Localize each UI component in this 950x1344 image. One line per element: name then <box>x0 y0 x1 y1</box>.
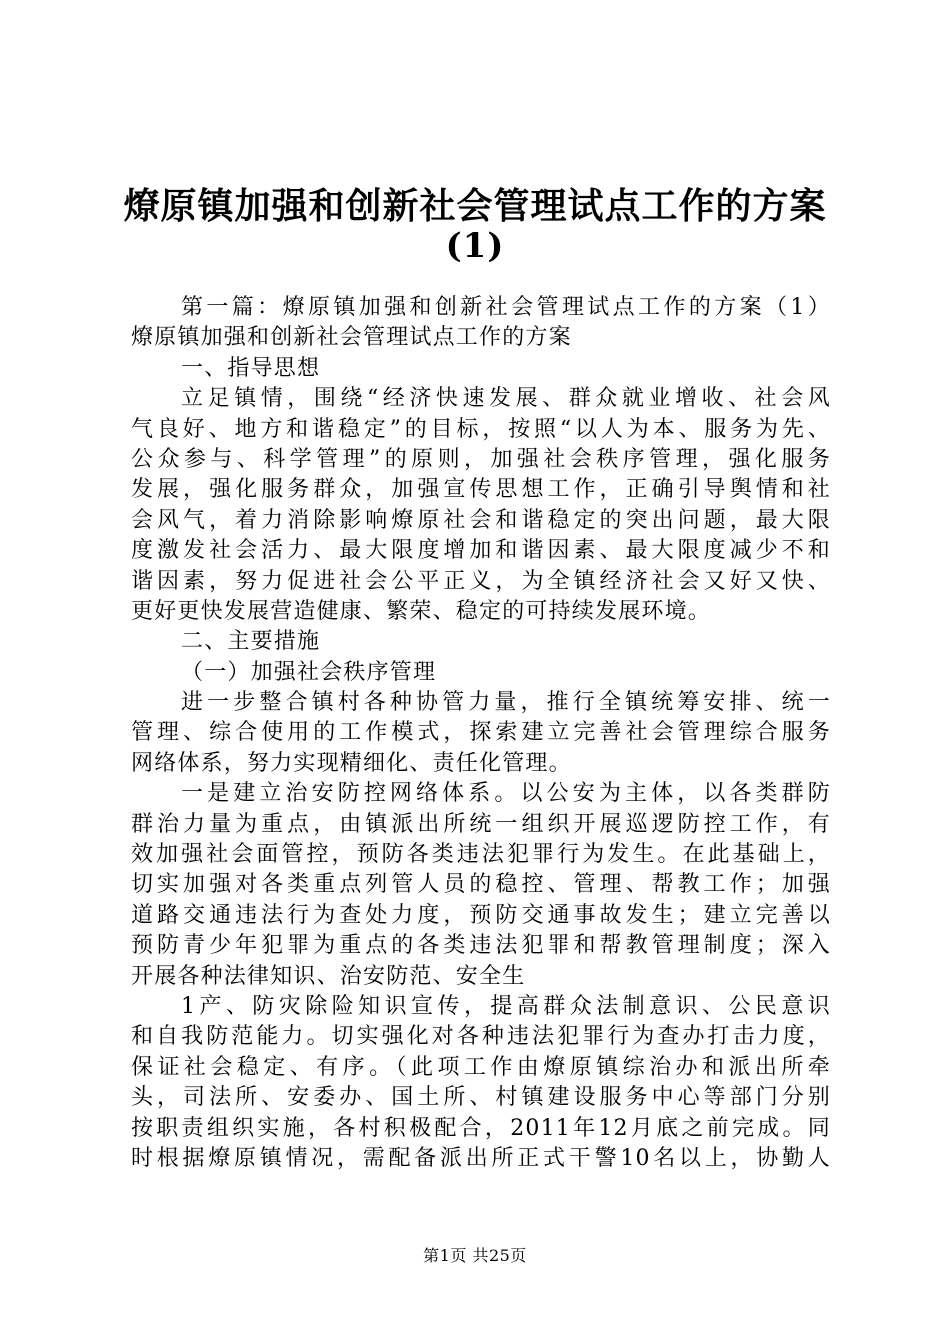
body-line: 会风气，着力消除影响燎原社会和谐稳定的突出问题，最大限 <box>131 507 831 533</box>
body-line: 开展各种法律知识、治安防范、安全生 <box>131 963 526 989</box>
body-line: 和自我防范能力。切实强化对各种违法犯罪行为查办打击力度， <box>131 1024 831 1050</box>
document-title: 燎原镇加强和创新社会管理试点工作的方案 <box>123 185 827 227</box>
body-line: 时根据燎原镇情况，需配备派出所正式干警10名以上，协勤人 <box>131 1145 831 1171</box>
body-line: 一是建立治安防控网络体系。以公安为主体，以各类群防 <box>181 781 831 807</box>
body-line: 预防青少年犯罪为重点的各类违法犯罪和帮教管理制度；深入 <box>131 933 831 959</box>
subsection-heading: （一）加强社会秩序管理 <box>181 659 437 685</box>
body-line: 立足镇情，围绕“经济快速发展、群众就业增收、社会风 <box>181 386 831 412</box>
body-line: 发展，强化服务群众，加强宣传思想工作，正确引导舆情和社 <box>131 477 831 503</box>
body-line: 按职责组织实施，各村积极配合，2011年12月底之前完成。同 <box>131 1115 831 1141</box>
body-line: 度激发社会活力、最大限度增加和谐因素、最大限度减少不和 <box>131 538 831 564</box>
body-line: 切实加强对各类重点列管人员的稳控、管理、帮教工作；加强 <box>131 872 831 898</box>
body-line: 第一篇：燎原镇加强和创新社会管理试点工作的方案（1） <box>181 295 831 320</box>
section-heading: 一、指导思想 <box>181 355 321 381</box>
body-line: 更好更快发展营造健康、繁荣、稳定的可持续发展环境。 <box>131 598 712 624</box>
body-line: 群治力量为重点，由镇派出所统一组织开展巡逻防控工作，有 <box>131 811 831 837</box>
body-line: 燎原镇加强和创新社会管理试点工作的方案 <box>131 325 572 351</box>
body-line: 保证社会稳定、有序。（此项工作由燎原镇综治办和派出所牵 <box>131 1054 831 1080</box>
body-line: 公众参与、科学管理”的原则，加强社会秩序管理，强化服务 <box>131 446 831 472</box>
body-line: 效加强社会面管控，预防各类违法犯罪行为发生。在此基础上， <box>131 842 831 868</box>
body-line: 网络体系，努力实现精细化、责任化管理。 <box>131 750 572 776</box>
body-line: 气良好、地方和谐稳定”的目标，按照“以人为本、服务为先、 <box>131 416 831 442</box>
page-footer: 第1页 共25页 <box>423 1246 527 1265</box>
body-line: 进一步整合镇村各种协管力量，推行全镇统筹安排、统一 <box>181 690 831 716</box>
document-title-suffix: (1) <box>445 226 505 266</box>
body-line: 道路交通违法行为查处力度，预防交通事故发生；建立完善以 <box>131 902 831 928</box>
section-heading: 二、主要措施 <box>181 629 321 655</box>
body-line: 头，司法所、安委办、国土所、村镇建设服务中心等部门分别 <box>131 1085 831 1111</box>
document-body <box>131 293 831 1174</box>
body-line: 1产、防灾除险知识宣传，提高群众法制意识、公民意识 <box>181 993 831 1019</box>
body-line: 管理、综合使用的工作模式，探索建立完善社会管理综合服务 <box>131 720 831 746</box>
body-line: 谐因素，努力促进社会公平正义，为全镇经济社会又好又快、 <box>131 568 831 594</box>
